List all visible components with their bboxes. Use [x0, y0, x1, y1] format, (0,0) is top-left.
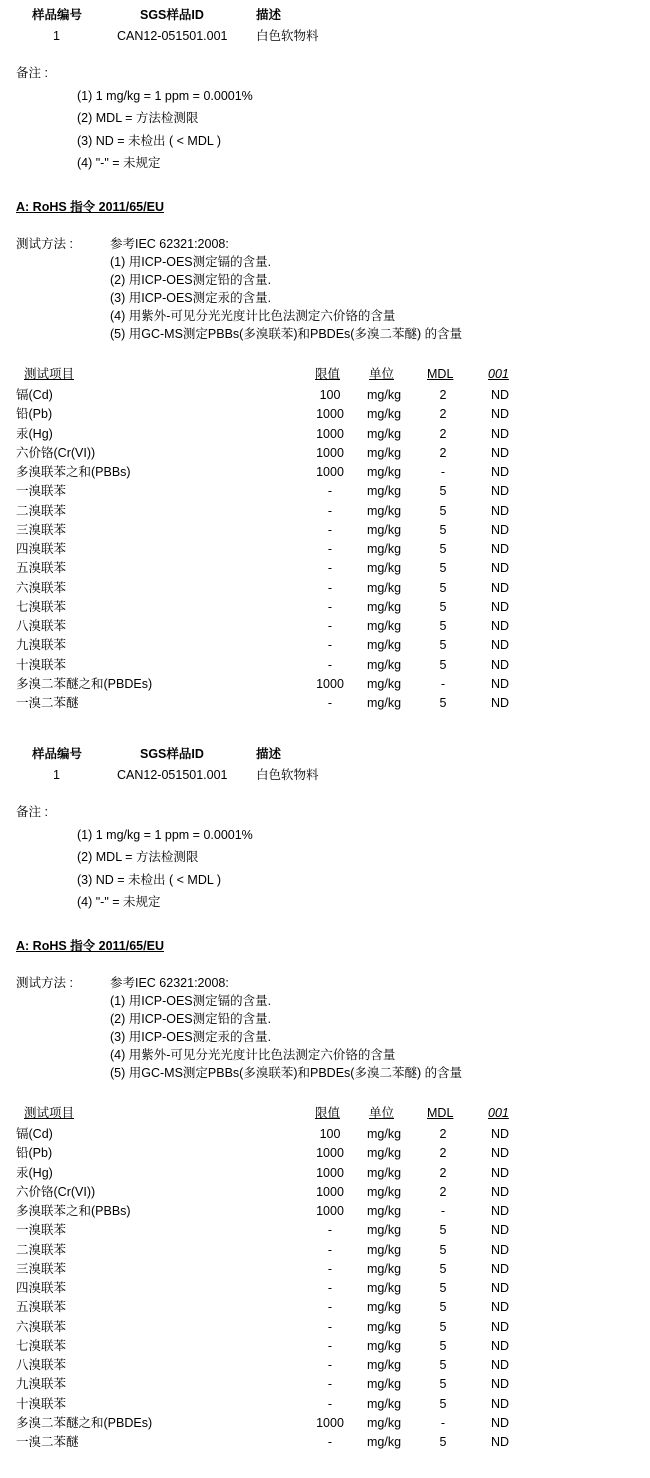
cell-limit: 1000	[316, 1204, 344, 1218]
cell-unit: mg/kg	[367, 427, 402, 441]
cell-item: 镉(Cd)	[16, 1127, 53, 1141]
cell-item: 十溴联苯	[16, 1397, 67, 1411]
cell-result: ND	[490, 1146, 510, 1160]
cell-result: ND	[490, 523, 510, 537]
cell-limit: -	[327, 484, 333, 498]
header-limit: 限值	[315, 1106, 341, 1120]
header-result: 001	[488, 1106, 509, 1120]
cell-mdl: 2	[439, 427, 447, 441]
cell-mdl: 5	[439, 1262, 447, 1276]
sample-no-header: 样品编号	[32, 747, 83, 761]
header-limit: 限值	[315, 367, 341, 381]
cell-mdl: 5	[439, 1397, 447, 1411]
cell-unit: mg/kg	[367, 638, 402, 652]
cell-limit: -	[327, 1397, 333, 1411]
cell-mdl: 5	[439, 561, 447, 575]
cell-item: 十溴联苯	[16, 658, 67, 672]
cell-mdl: -	[440, 465, 446, 479]
cell-result: ND	[490, 1377, 510, 1391]
cell-item: 五溴联苯	[16, 561, 67, 575]
cell-mdl: 5	[439, 1320, 447, 1334]
header-item: 测试项目	[24, 1106, 75, 1120]
cell-limit: -	[327, 638, 333, 652]
cell-limit: 1000	[316, 1416, 344, 1430]
cell-unit: mg/kg	[367, 1358, 402, 1372]
cell-unit: mg/kg	[367, 696, 402, 710]
header-mdl: MDL	[427, 367, 454, 381]
cell-unit: mg/kg	[367, 1185, 402, 1199]
cell-item: 七溴联苯	[16, 600, 67, 614]
note-item: (1) 1 mg/kg = 1 ppm = 0.0001%	[77, 828, 253, 842]
cell-limit: -	[327, 1358, 333, 1372]
cell-item: 一溴二苯醚	[16, 696, 79, 710]
cell-item: 七溴联苯	[16, 1339, 67, 1353]
cell-limit: 1000	[316, 446, 344, 460]
cell-limit: -	[327, 619, 333, 633]
cell-result: ND	[490, 1300, 510, 1314]
cell-item: 三溴联苯	[16, 1262, 67, 1276]
note-item: (2) MDL = 方法检测限	[77, 850, 199, 864]
section-title: A: RoHS 指令 2011/65/EU	[16, 939, 164, 953]
cell-item: 二溴联苯	[16, 504, 67, 518]
sample-no: 1	[53, 29, 60, 43]
cell-result: ND	[490, 619, 510, 633]
cell-item: 六溴联苯	[16, 581, 67, 595]
cell-limit: -	[327, 1281, 333, 1295]
cell-unit: mg/kg	[367, 1416, 402, 1430]
note-item: (4) "-" = 未规定	[77, 895, 161, 909]
cell-limit: -	[327, 1262, 333, 1276]
note-item: (4) "-" = 未规定	[77, 156, 161, 170]
sgs-sample-id: CAN12-051501.001	[117, 29, 228, 43]
cell-unit: mg/kg	[367, 1127, 402, 1141]
cell-unit: mg/kg	[367, 504, 402, 518]
cell-mdl: 5	[439, 1223, 447, 1237]
cell-item: 多溴联苯之和(PBBs)	[16, 465, 131, 479]
cell-unit: mg/kg	[367, 1435, 402, 1449]
cell-limit: 1000	[316, 465, 344, 479]
test-method-line: (4) 用紫外-可见分光光度计比色法测定六价铬的含量	[110, 309, 396, 323]
test-method-line: (4) 用紫外-可见分光光度计比色法测定六价铬的含量	[110, 1048, 396, 1062]
cell-result: ND	[490, 1416, 510, 1430]
cell-mdl: 5	[439, 600, 447, 614]
cell-unit: mg/kg	[367, 388, 402, 402]
cell-mdl: 2	[439, 1127, 447, 1141]
cell-item: 铅(Pb)	[16, 407, 53, 421]
cell-unit: mg/kg	[367, 619, 402, 633]
description-header: 描述	[256, 8, 282, 22]
cell-unit: mg/kg	[367, 542, 402, 556]
cell-mdl: 5	[439, 1300, 447, 1314]
cell-limit: -	[327, 696, 333, 710]
note-item: (2) MDL = 方法检测限	[77, 111, 199, 125]
header-item: 测试项目	[24, 367, 75, 381]
report-block-2	[0, 739, 650, 1478]
cell-mdl: -	[440, 1204, 446, 1218]
cell-mdl: 5	[439, 619, 447, 633]
cell-result: ND	[490, 1397, 510, 1411]
cell-unit: mg/kg	[367, 1243, 402, 1257]
cell-unit: mg/kg	[367, 523, 402, 537]
cell-item: 六溴联苯	[16, 1320, 67, 1334]
cell-result: ND	[490, 1185, 510, 1199]
cell-mdl: 5	[439, 1358, 447, 1372]
cell-limit: 1000	[316, 1166, 344, 1180]
cell-mdl: 5	[439, 658, 447, 672]
cell-mdl: 5	[439, 1435, 447, 1449]
cell-unit: mg/kg	[367, 1204, 402, 1218]
cell-mdl: 5	[439, 542, 447, 556]
cell-unit: mg/kg	[367, 484, 402, 498]
test-method-line: 参考IEC 62321:2008:	[110, 976, 229, 990]
cell-limit: 1000	[316, 1185, 344, 1199]
cell-unit: mg/kg	[367, 677, 402, 691]
cell-unit: mg/kg	[367, 1339, 402, 1353]
cell-result: ND	[490, 600, 510, 614]
cell-item: 汞(Hg)	[16, 1166, 53, 1180]
cell-mdl: 2	[439, 1166, 447, 1180]
cell-limit: -	[327, 1339, 333, 1353]
cell-item: 多溴二苯醚之和(PBDEs)	[16, 677, 153, 691]
cell-result: ND	[490, 407, 510, 421]
cell-item: 汞(Hg)	[16, 427, 53, 441]
cell-limit: 1000	[316, 407, 344, 421]
sample-description: 白色软物料	[256, 29, 319, 43]
cell-limit: 100	[319, 388, 341, 402]
cell-result: ND	[490, 1166, 510, 1180]
cell-limit: -	[327, 581, 333, 595]
cell-result: ND	[490, 677, 510, 691]
cell-limit: -	[327, 1377, 333, 1391]
cell-unit: mg/kg	[367, 1262, 402, 1276]
cell-mdl: 5	[439, 581, 447, 595]
cell-mdl: 5	[439, 638, 447, 652]
cell-item: 五溴联苯	[16, 1300, 67, 1314]
cell-result: ND	[490, 1243, 510, 1257]
cell-unit: mg/kg	[367, 1146, 402, 1160]
cell-mdl: 2	[439, 1146, 447, 1160]
cell-result: ND	[490, 1281, 510, 1295]
test-method-line: (2) 用ICP-OES测定铅的含量.	[110, 1012, 272, 1026]
cell-result: ND	[490, 1339, 510, 1353]
test-method-line: (5) 用GC-MS测定PBBs(多溴联苯)和PBDEs(多溴二苯醚) 的含量	[110, 327, 463, 341]
cell-mdl: 5	[439, 696, 447, 710]
cell-item: 四溴联苯	[16, 542, 67, 556]
cell-result: ND	[490, 696, 510, 710]
cell-limit: 1000	[316, 1146, 344, 1160]
cell-item: 多溴二苯醚之和(PBDEs)	[16, 1416, 153, 1430]
cell-unit: mg/kg	[367, 658, 402, 672]
cell-result: ND	[490, 658, 510, 672]
cell-mdl: 2	[439, 407, 447, 421]
cell-item: 八溴联苯	[16, 619, 67, 633]
sgs-sample-id: CAN12-051501.001	[117, 768, 228, 782]
cell-limit: -	[327, 1300, 333, 1314]
sgs-id-header: SGS样品ID	[140, 8, 204, 22]
cell-limit: -	[327, 1223, 333, 1237]
cell-limit: -	[327, 658, 333, 672]
header-unit: 单位	[369, 367, 395, 381]
cell-unit: mg/kg	[367, 1377, 402, 1391]
cell-result: ND	[490, 638, 510, 652]
cell-mdl: 2	[439, 1185, 447, 1199]
cell-mdl: 5	[439, 1377, 447, 1391]
notes-label: 备注 :	[16, 66, 48, 80]
cell-mdl: -	[440, 1416, 446, 1430]
cell-limit: -	[327, 600, 333, 614]
test-method-line: (2) 用ICP-OES测定铅的含量.	[110, 273, 272, 287]
cell-result: ND	[490, 1127, 510, 1141]
cell-item: 一溴联苯	[16, 484, 67, 498]
cell-item: 九溴联苯	[16, 1377, 67, 1391]
cell-mdl: -	[440, 677, 446, 691]
cell-result: ND	[490, 388, 510, 402]
test-method-line: (1) 用ICP-OES测定镉的含量.	[110, 994, 272, 1008]
header-unit: 单位	[369, 1106, 395, 1120]
cell-limit: -	[327, 523, 333, 537]
cell-result: ND	[490, 484, 510, 498]
cell-item: 镉(Cd)	[16, 388, 53, 402]
cell-item: 二溴联苯	[16, 1243, 67, 1257]
cell-result: ND	[490, 446, 510, 460]
cell-unit: mg/kg	[367, 1166, 402, 1180]
cell-item: 四溴联苯	[16, 1281, 67, 1295]
test-method-line: (3) 用ICP-OES测定汞的含量.	[110, 1030, 272, 1044]
cell-limit: 1000	[316, 427, 344, 441]
cell-result: ND	[490, 581, 510, 595]
test-method-label: 测试方法 :	[16, 237, 73, 251]
cell-item: 铅(Pb)	[16, 1146, 53, 1160]
cell-unit: mg/kg	[367, 1223, 402, 1237]
cell-mdl: 5	[439, 1339, 447, 1353]
cell-unit: mg/kg	[367, 1300, 402, 1314]
description-header: 描述	[256, 747, 282, 761]
cell-result: ND	[490, 465, 510, 479]
cell-item: 多溴联苯之和(PBBs)	[16, 1204, 131, 1218]
cell-item: 一溴联苯	[16, 1223, 67, 1237]
cell-unit: mg/kg	[367, 600, 402, 614]
cell-unit: mg/kg	[367, 407, 402, 421]
cell-item: 八溴联苯	[16, 1358, 67, 1372]
note-item: (3) ND = 未检出 ( < MDL )	[77, 873, 221, 887]
cell-result: ND	[490, 542, 510, 556]
cell-unit: mg/kg	[367, 1397, 402, 1411]
test-method-line: (5) 用GC-MS测定PBBs(多溴联苯)和PBDEs(多溴二苯醚) 的含量	[110, 1066, 463, 1080]
cell-limit: 1000	[316, 677, 344, 691]
cell-result: ND	[490, 1204, 510, 1218]
cell-item: 九溴联苯	[16, 638, 67, 652]
sample-no-header: 样品编号	[32, 8, 83, 22]
cell-result: ND	[490, 1262, 510, 1276]
cell-limit: -	[327, 1243, 333, 1257]
cell-unit: mg/kg	[367, 581, 402, 595]
sample-description: 白色软物料	[256, 768, 319, 782]
cell-result: ND	[490, 561, 510, 575]
test-method-line: (3) 用ICP-OES测定汞的含量.	[110, 291, 272, 305]
cell-limit: -	[327, 542, 333, 556]
notes-label: 备注 :	[16, 805, 48, 819]
note-item: (1) 1 mg/kg = 1 ppm = 0.0001%	[77, 89, 253, 103]
cell-mdl: 5	[439, 504, 447, 518]
cell-result: ND	[490, 1358, 510, 1372]
note-item: (3) ND = 未检出 ( < MDL )	[77, 134, 221, 148]
test-method-line: (1) 用ICP-OES测定镉的含量.	[110, 255, 272, 269]
cell-mdl: 5	[439, 1243, 447, 1257]
cell-unit: mg/kg	[367, 465, 402, 479]
header-mdl: MDL	[427, 1106, 454, 1120]
cell-item: 三溴联苯	[16, 523, 67, 537]
cell-mdl: 5	[439, 523, 447, 537]
header-result: 001	[488, 367, 509, 381]
cell-mdl: 5	[439, 1281, 447, 1295]
section-title: A: RoHS 指令 2011/65/EU	[16, 200, 164, 214]
cell-unit: mg/kg	[367, 446, 402, 460]
cell-limit: 100	[319, 1127, 341, 1141]
cell-mdl: 5	[439, 484, 447, 498]
cell-item: 一溴二苯醚	[16, 1435, 79, 1449]
sgs-id-header: SGS样品ID	[140, 747, 204, 761]
cell-result: ND	[490, 504, 510, 518]
cell-result: ND	[490, 427, 510, 441]
cell-limit: -	[327, 1320, 333, 1334]
cell-item: 六价铬(Cr(VI))	[16, 446, 96, 460]
cell-result: ND	[490, 1223, 510, 1237]
test-method-line: 参考IEC 62321:2008:	[110, 237, 229, 251]
test-method-label: 测试方法 :	[16, 976, 73, 990]
cell-unit: mg/kg	[367, 1281, 402, 1295]
cell-unit: mg/kg	[367, 1320, 402, 1334]
cell-limit: -	[327, 561, 333, 575]
cell-limit: -	[327, 504, 333, 518]
sample-no: 1	[53, 768, 60, 782]
cell-mdl: 2	[439, 446, 447, 460]
cell-result: ND	[490, 1435, 510, 1449]
cell-item: 六价铬(Cr(VI))	[16, 1185, 96, 1199]
cell-result: ND	[490, 1320, 510, 1334]
cell-mdl: 2	[439, 388, 447, 402]
cell-unit: mg/kg	[367, 561, 402, 575]
cell-limit: -	[327, 1435, 333, 1449]
